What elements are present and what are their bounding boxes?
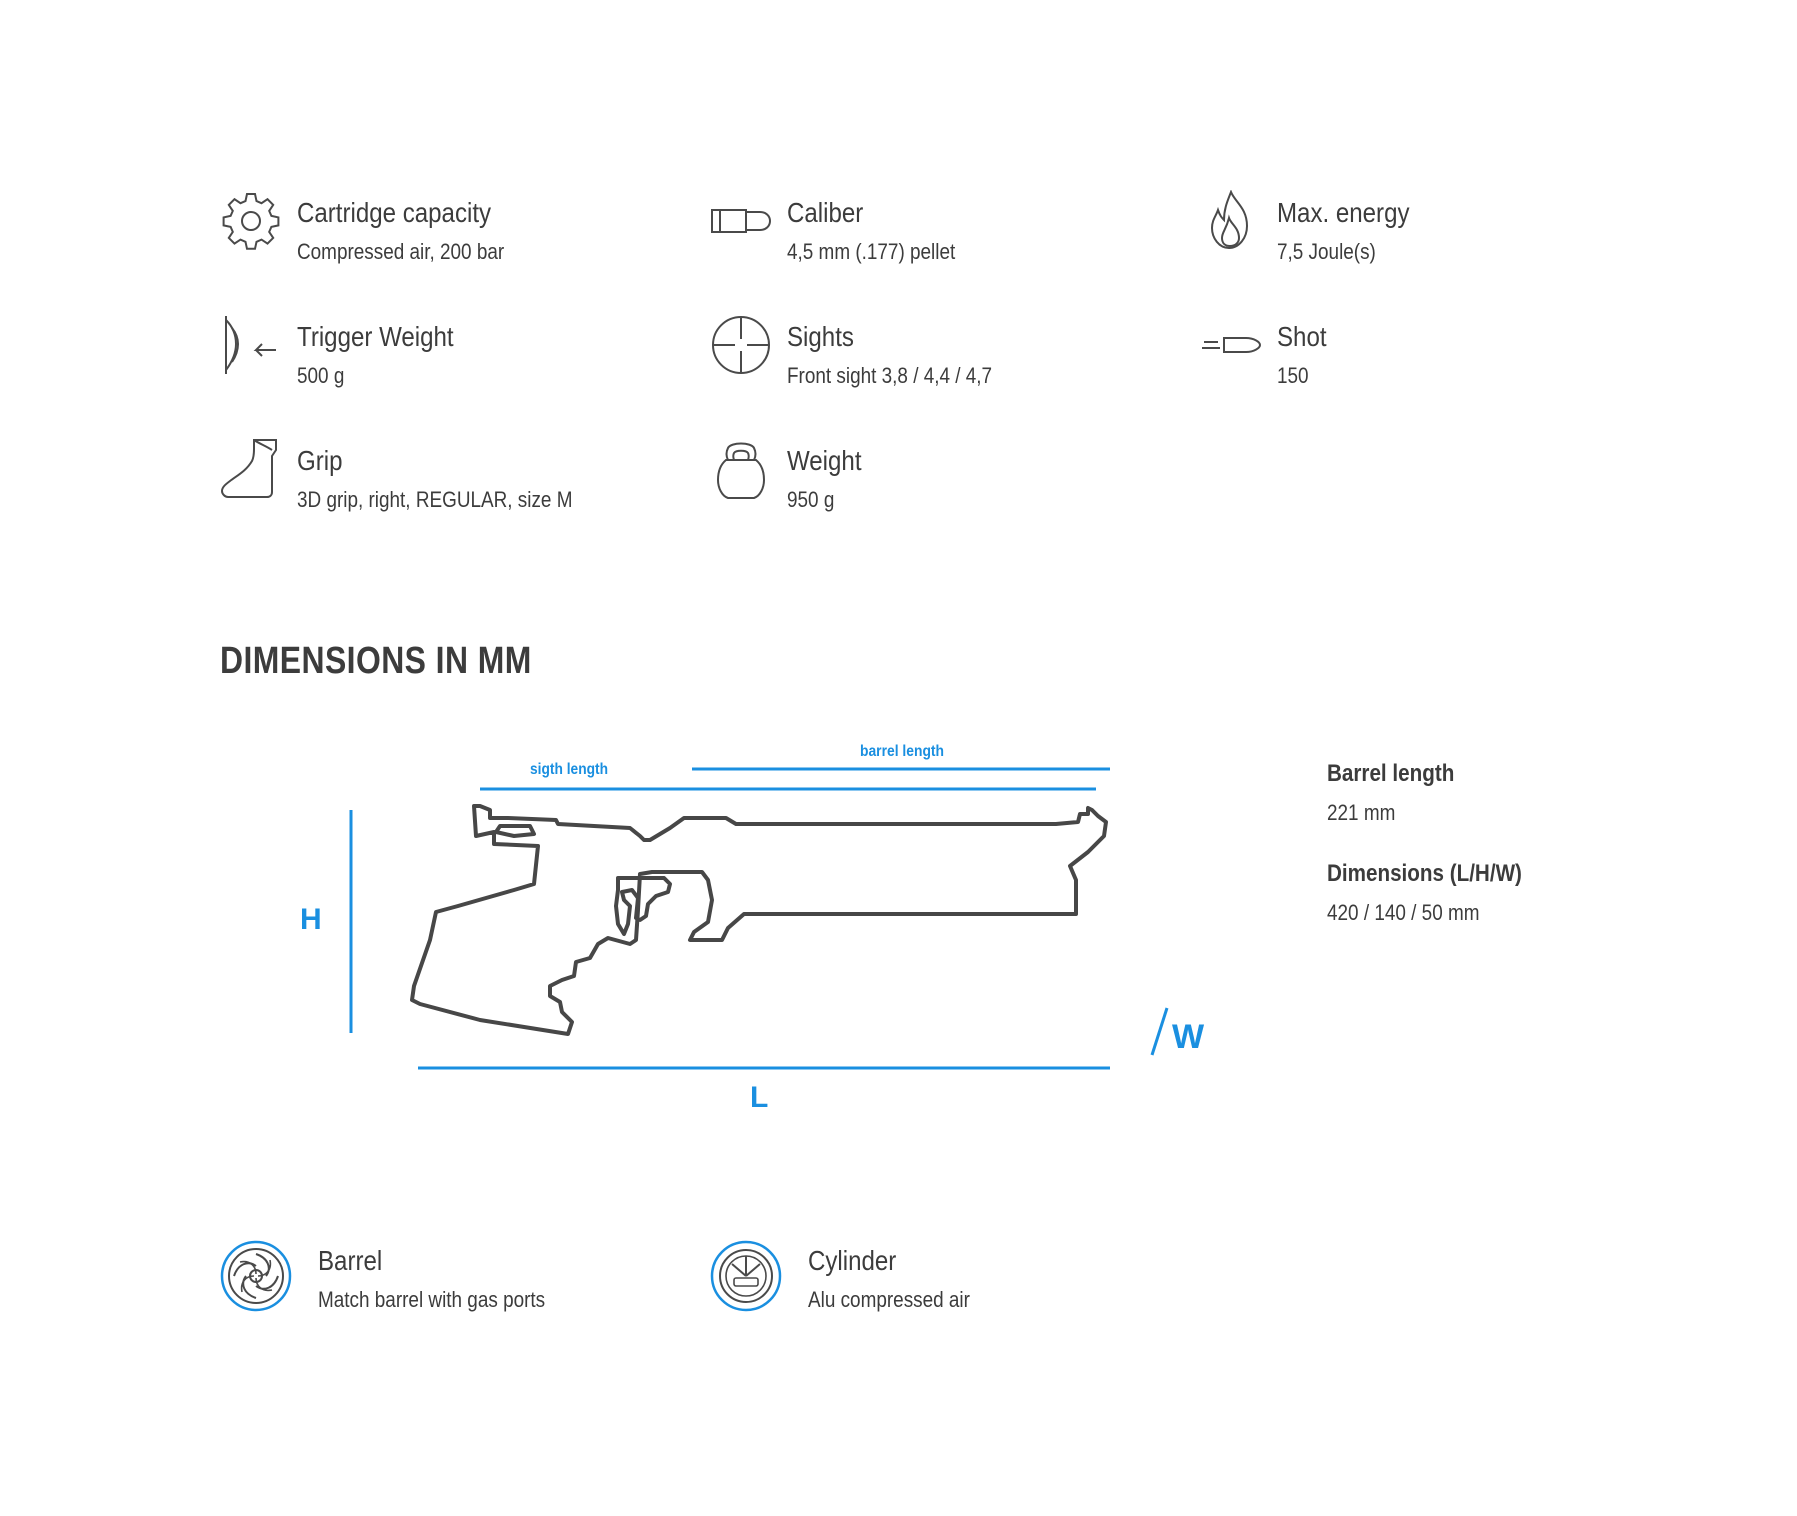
spec-label: Weight [787,445,862,476]
barrel-length-value: 221 mm [1327,800,1396,825]
barrel-length-title: Barrel length [1327,760,1455,787]
spec-value: 150 [1277,363,1309,388]
height-label: H [300,903,322,936]
spec-label: Caliber [787,197,864,228]
spec-label: Cartridge capacity [297,197,492,228]
cylinder-icon [710,1240,782,1312]
spec-value: 950 g [787,487,835,512]
spec-label: Trigger Weight [297,321,454,352]
dimensions-lhw-value: 420 / 140 / 50 mm [1327,900,1480,925]
sight-notch [496,826,534,836]
length-label: L [750,1081,769,1114]
dimensions-lhw-title: Dimensions (L/H/W) [1327,860,1522,887]
feature-label: Barrel [318,1245,383,1276]
feature-cylinder [710,1240,1170,1320]
spec-value: Front sight 3,8 / 4,4 / 4,7 [787,363,993,388]
spec-label: Sights [787,321,854,352]
barrel-rifling-icon [220,1240,292,1312]
spec-label: Grip [297,445,343,476]
trigger-guard-inner [616,878,670,934]
barrel-length-label: barrel length [860,743,944,760]
spec-value: 4,5 mm (.177) pellet [787,239,956,264]
pistol-outline [412,806,1106,1034]
spec-value: 7,5 Joule(s) [1277,239,1376,264]
spec-value: Compressed air, 200 bar [297,239,505,264]
spec-label: Max. energy [1277,197,1410,228]
feature-value: Match barrel with gas ports [318,1287,546,1312]
width-slash [1152,1008,1167,1055]
spec-value: 500 g [297,363,345,388]
spec-value: 3D grip, right, REGULAR, size M [297,487,573,512]
feature-barrel [220,1240,680,1320]
dimensions-title: DIMENSIONS IN MM [220,640,532,682]
spec-label: Shot [1277,321,1327,352]
sight-length-label: sigth length [530,761,608,778]
feature-value: Alu compressed air [808,1287,970,1312]
feature-label: Cylinder [808,1245,897,1276]
width-letter: W [1172,1018,1205,1056]
